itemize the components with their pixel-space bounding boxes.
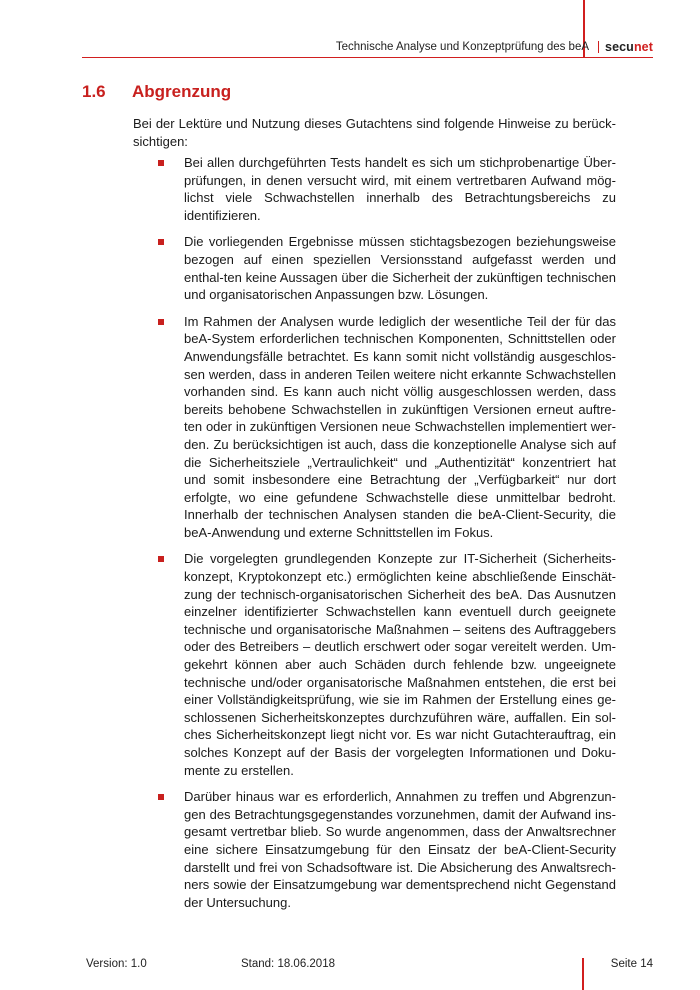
footer-version: Version: 1.0	[86, 958, 147, 970]
section-number: 1.6	[82, 82, 106, 101]
list-item-text: Die vorgelegten grundlegenden Konzepte zur IT-Sicherheit (Sicherheits-konzept, Kryptokonzept etc.) ermöglichten keine abschließende Einschät-zung der technisch-organisatorischen Sicherheit des beA. Das Ausnutzen einzelner identifizierter Schwachstellen kann eventuell durch geeignete technische und organisatorische Maßnahmen – seitens des Auftraggebers oder des Betreibers – deutlich erschwert oder sogar vereitelt werden. Um-gekehrt können aber auch Schäden durch fehlende bzw. ungeeignete technische und/oder organisatorische Maßnahmen entstehen, die erst bei einer Vollständigkeitsprüfung, wie sie im Rahmen der Erstellung eines ge-schlossenen Sicherheitskonzeptes durchzuführen wäre, auffallen. Ein sol-ches Sicherheitskonzept liegt nicht vor. Es war nicht Gutachterauftrag, ein solches Konzept auf der Basis der vorgelegten Informationen und Doku-mente zu erstellen.	[184, 551, 616, 778]
bullet-square-icon	[158, 556, 164, 562]
bullet-square-icon	[158, 160, 164, 166]
page-header	[336, 40, 653, 54]
footer-date: Stand: 18.06.2018	[241, 958, 335, 970]
list-item	[158, 154, 616, 224]
list-item	[158, 313, 616, 542]
bullet-list	[158, 154, 616, 920]
logo-text-net: net	[633, 40, 653, 54]
logo-text-secu: secu	[605, 40, 634, 54]
list-item-text: Bei allen durchgeführten Tests handelt es sich um stichprobenartige Über-prüfungen, in denen versucht wird, mit einem vertretbaren Aufwand mög-lichst viele Schwachstellen innerhalb des Betrachtungsbereichs zu identifizieren.	[184, 155, 616, 223]
list-item-text: Im Rahmen der Analysen wurde lediglich der wesentliche Teil der für das beA-System erforderlichen technischen Komponenten, Schnittstellen oder Anwendungsfälle betrachtet. Es kann somit nicht vollständig ausgeschlos-sen werden, dass in anderen Teilen weitere nicht erkannte Schwachstellen vorhanden sind. Es kann auch nicht völlig ausgeschlossen werden, dass bereits behobene Schwachstellen in zukünftigen Versionen erneut auftre-ten oder in zukünftigen Versionen neue Schwachstellen implementiert wer-den. Zu berücksichtigen ist auch, dass die konzeptionelle Analyse sich auf die Sicherheitsziele „Vertraulichkeit“ und „Authentizität“ konzentriert hat und somit insbesondere eine Betrachtung der „Verfügbarkeit“ nur dort erfolgte, wo eine gefundene Schwachstelle diese unmittelbar bedroht. Innerhalb der technischen Analysen standen die beA-Client-Security, die beA-Anwendung und externe Schnittstellen im Fokus.	[184, 313, 616, 540]
section-title: Abgrenzung	[132, 82, 232, 101]
logo-separator	[598, 41, 599, 53]
list-item	[158, 788, 616, 911]
footer-accent-rule	[582, 958, 584, 990]
bullet-square-icon	[158, 319, 164, 325]
list-item-text: Darüber hinaus war es erforderlich, Annahmen zu treffen und Abgrenzun-gen des Betrachtungsgegenstandes vorzunehmen, damit der Aufwand ins-gesamt vertretbar blieb. So wurde angenommen, dass der Anwaltsrechner eine sichere Einsatzumgebung für den Einsatz der beA-Client-Security darstellt und frei von Schadsoftware ist. Die Absicherung des Anwaltsrech-ners sowie der Einsatzumgebung war dementsprechend nicht Gegenstand der Untersuchung.	[184, 789, 616, 910]
document-title: Technische Analyse und Konzeptprüfung des beA	[335, 41, 590, 53]
list-item-text: Die vorliegenden Ergebnisse müssen stichtagsbezogen beziehungsweise bezogen auf einen speziellen Versionsstand aufgefasst werden und enthal-ten keine Aussagen über die Sicherheit der zukünftigen technischen und organisatorischen Anpassungen bzw. Lösungen.	[184, 234, 616, 303]
bullet-square-icon	[158, 239, 164, 245]
header-divider	[82, 57, 653, 58]
list-item	[158, 233, 616, 303]
secunet-logo	[605, 40, 653, 54]
bullet-square-icon	[158, 794, 164, 800]
footer-page-number: Seite 14	[610, 958, 653, 970]
section-heading	[82, 82, 231, 102]
intro-paragraph: Bei der Lektüre und Nutzung dieses Gutachtens sind folgende Hinweise zu berück-sichtigen:	[133, 116, 616, 149]
list-item	[158, 550, 616, 779]
